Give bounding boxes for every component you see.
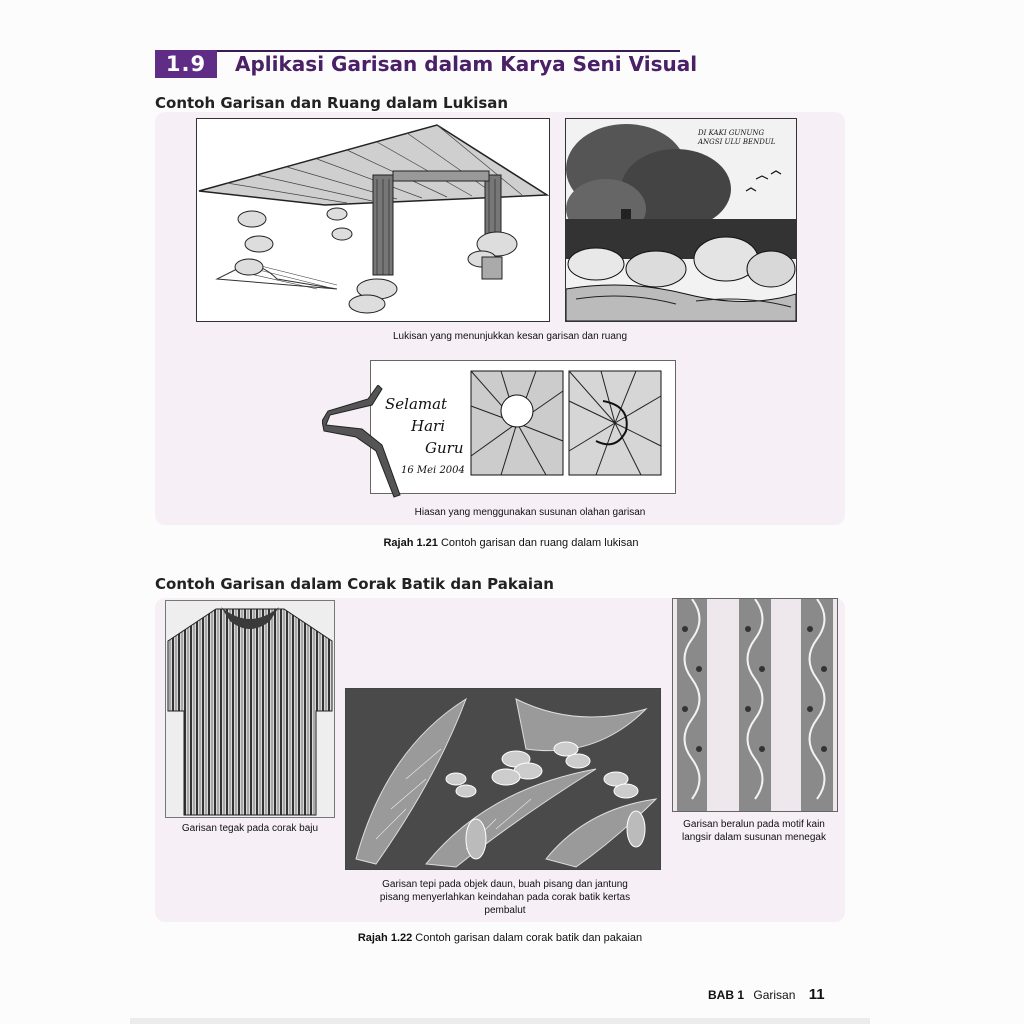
landscape-drawing <box>565 118 797 322</box>
figure-label-1-21 <box>318 537 704 549</box>
figure-label-1-22-text: Contoh garisan dalam corak batik dan pakaian <box>415 932 643 944</box>
curtain-fabric-photo <box>672 598 838 812</box>
banana-batik-photo <box>345 688 661 870</box>
page-bottom-edge <box>130 1018 870 1024</box>
footer-chapter: BAB 1 <box>708 988 745 1002</box>
card-date: 16 Mei 2004 <box>401 465 465 476</box>
caption-shirt: Garisan tegak pada corak baju <box>181 823 319 834</box>
section-title-row <box>155 48 698 80</box>
footer-topic: Garisan <box>753 988 796 1002</box>
section-title: Aplikasi Garisan dalam Karya Seni Visual <box>235 52 698 76</box>
card-greeting-3: Guru <box>425 439 464 457</box>
landscape-handwritten-note: DI KAKI GUNUNG ANGSI ULU BENDUL <box>698 129 776 146</box>
page-number: 11 <box>808 986 825 1003</box>
caption-card: Hiasan yang menggunakan susunan olahan garisan <box>414 507 646 518</box>
striped-shirt-photo <box>165 600 335 818</box>
page-footer <box>708 986 825 1003</box>
part1-heading: Contoh Garisan dan Ruang dalam Lukisan <box>155 94 509 112</box>
part2-heading: Contoh Garisan dalam Corak Batik dan Pakaian <box>155 575 554 593</box>
figure-label-1-22-number: Rajah 1.22 <box>357 932 413 944</box>
figure-label-1-21-text: Contoh garisan dan ruang dalam lukisan <box>440 537 639 549</box>
house-drawing <box>196 118 550 322</box>
caption-drawings: Lukisan yang menunjukkan kesan garisan dan ruang <box>392 331 628 342</box>
caption-curtain: Garisan beralun pada motif kain langsir dalam susunan menegak <box>682 819 826 843</box>
teachers-day-card <box>370 360 676 494</box>
card-greeting-1: Selamat <box>385 395 448 413</box>
figure-label-1-22 <box>300 932 700 944</box>
figure-label-1-21-number: Rajah 1.21 <box>383 537 438 549</box>
card-greeting-2: Hari <box>411 417 445 435</box>
caption-batik: Garisan tepi pada objek daun, buah pisang dan jantung pisang menyerlahkan keindahan pada corak batik kertas pembalut <box>379 879 631 916</box>
card-branch-decoration <box>322 385 402 505</box>
section-number-badge: 1.9 <box>155 50 217 78</box>
